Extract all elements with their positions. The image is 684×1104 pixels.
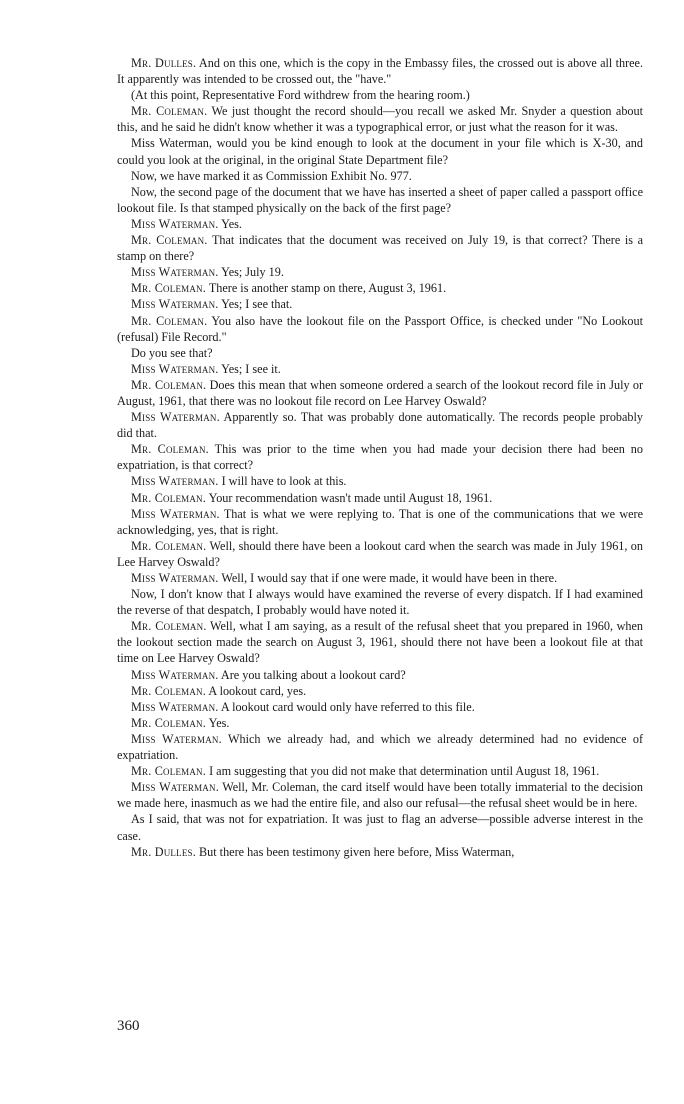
transcript-paragraph <box>117 667 643 683</box>
transcript-paragraph <box>117 87 643 103</box>
transcript-paragraph <box>117 699 643 715</box>
speaker-name: Miss Waterman. <box>131 361 219 376</box>
transcript-paragraph <box>117 490 643 506</box>
speaker-name: Mr. Coleman. <box>131 538 207 553</box>
speaker-name: Mr. Dulles. <box>131 56 197 70</box>
transcript-paragraph <box>117 473 643 489</box>
paragraph-text: As I said, that was not for expatriation. It was just to flag an adverse—possible adverse interest in the case. <box>117 812 643 843</box>
paragraph-text: Do you see that? <box>131 345 213 360</box>
paragraph-text: This was prior to the time when you had made your decision there had been no expatriation, is that correct? <box>117 442 643 473</box>
paragraph-text: And on this one, which is the copy in the Embassy files, the crossed out is above all three. It apparently was intended to be crossed out, the "have." <box>117 56 643 87</box>
transcript-paragraph <box>117 361 643 377</box>
paragraph-text: That indicates that the document was received on July 19, is that correct? There is a stamp on there? <box>117 233 643 264</box>
transcript-paragraph <box>117 586 643 618</box>
paragraph-text: (At this point, Representative Ford withdrew from the hearing room.) <box>131 88 470 103</box>
transcript-paragraph <box>117 135 643 167</box>
paragraph-text: Which we already had, and which we already determined had no evidence of expatriation. <box>117 731 643 763</box>
speaker-name: Mr. Coleman. <box>131 764 207 779</box>
paragraph-text: Now, we have marked it as Commission Exhibit No. 977. <box>131 168 412 183</box>
speaker-name: Mr. Coleman. <box>131 490 207 505</box>
paragraph-text: You also have the lookout file on the Passport Office, is checked under "No Lookout (refusal) File Record." <box>117 313 643 344</box>
speaker-name: Miss Waterman. <box>131 699 219 714</box>
paragraph-text: I am suggesting that you did not make that determination until August 18, 1961. <box>209 764 600 779</box>
transcript-paragraph <box>117 618 643 666</box>
speaker-name: Miss Waterman. <box>131 571 219 585</box>
paragraph-text: Well, I would say that if one were made, it would have been in there. <box>221 571 558 585</box>
paragraph-text: There is another stamp on there, August 3, 1961. <box>208 281 447 296</box>
paragraph-text: Your recommendation wasn't made until August 18, 1961. <box>208 490 493 505</box>
speaker-name: Mr. Coleman. <box>131 442 209 457</box>
paragraph-text: Yes. <box>208 715 230 730</box>
speaker-name: Miss Waterman. <box>131 265 219 280</box>
paragraph-text: Miss Waterman, would you be kind enough to look at the document in your file which is X-30, and could you look at the original, in the original State Department file? <box>117 136 643 167</box>
transcript-paragraph <box>117 103 643 135</box>
speaker-name: Miss Waterman. <box>131 474 219 489</box>
transcript-paragraph <box>117 296 643 312</box>
transcript-paragraph <box>117 570 643 586</box>
speaker-name: Mr. Coleman. <box>131 377 207 392</box>
transcript-paragraph <box>117 715 643 731</box>
paragraph-text: Yes; July 19. <box>221 265 284 280</box>
transcript-paragraph <box>117 441 643 473</box>
paragraph-text: Are you talking about a lookout card? <box>220 667 406 682</box>
speaker-name: Miss Waterman. <box>131 297 219 312</box>
transcript-paragraph <box>117 377 643 409</box>
paragraph-text: Well, what I am saying, as a result of the refusal sheet that you prepared in 1960, when the lookout section made the search on August 3, 1961, should there not have been a lookout file at that time on Lee Harvey Oswald? <box>117 619 644 666</box>
transcript-paragraph <box>117 506 643 538</box>
transcript-paragraph <box>117 409 643 441</box>
paragraph-text: Now, I don't know that I always would have examined the reverse of every dispatch. If I had examined the reverse of that despatch, I probably would have noted it. <box>117 587 643 618</box>
transcript-paragraph <box>117 216 643 232</box>
transcript-paragraph <box>117 313 643 345</box>
transcript-paragraph <box>117 55 643 87</box>
transcript-paragraph <box>117 844 643 860</box>
speaker-name: Mr. Coleman. <box>131 104 208 119</box>
paragraph-text: But there has been testimony given here before, Miss Waterman, <box>199 844 515 859</box>
speaker-name: Miss Waterman. <box>131 731 222 746</box>
paragraph-text: That is what we were replying to. That is one of the communications that we were acknowledging, yes, that is right. <box>117 506 644 537</box>
speaker-name: Mr. Coleman. <box>131 683 207 698</box>
transcript-page <box>117 55 643 860</box>
paragraph-text: Well, should there have been a lookout card when the search was made in July 1961, on Lee Harvey Oswald? <box>117 538 643 569</box>
speaker-name: Miss Waterman. <box>131 506 220 521</box>
paragraph-text: Apparently so. That was probably done automatically. The records people probably did that. <box>117 410 643 441</box>
transcript-paragraph <box>117 811 643 843</box>
paragraph-text: We just thought the record should—you recall we asked Mr. Snyder a question about this, and he said he didn't know whether it was a typographical error, or just what the reason for it was. <box>117 104 643 135</box>
paragraph-text: Well, Mr. Coleman, the card itself would have been totally immaterial to the decision we made here, inasmuch as we had the entire file, and also our refusal—the refusal sheet would be in here. <box>117 780 643 811</box>
speaker-name: Miss Waterman. <box>131 410 220 425</box>
transcript-paragraph <box>117 683 643 699</box>
paragraph-text: Now, the second page of the document that we have has inserted a sheet of paper called a passport office lookout file. Is that stamped physically on the back of the first page? <box>117 184 643 215</box>
paragraph-text: Yes; I see it. <box>221 361 281 376</box>
transcript-paragraph <box>117 184 643 216</box>
transcript-paragraph <box>117 280 643 296</box>
transcript-paragraph <box>117 779 643 811</box>
paragraph-text: A lookout card would only have referred to this file. <box>220 699 475 714</box>
transcript-paragraph <box>117 264 643 280</box>
transcript-paragraph <box>117 731 643 763</box>
speaker-name: Mr. Coleman. <box>131 233 208 248</box>
transcript-paragraph <box>117 232 643 264</box>
speaker-name: Miss Waterman. <box>131 780 219 795</box>
speaker-name: Mr. Coleman. <box>131 281 207 296</box>
speaker-name: Mr. Coleman. <box>131 715 207 730</box>
transcript-paragraph <box>117 538 643 570</box>
transcript-paragraph <box>117 345 643 361</box>
speaker-name: Miss Waterman. <box>131 216 219 231</box>
speaker-name: Miss Waterman. <box>131 667 219 682</box>
paragraph-text: A lookout card, yes. <box>208 683 307 698</box>
paragraph-text: I will have to look at this. <box>221 474 347 489</box>
page-number: 360 <box>117 1018 140 1034</box>
transcript-paragraph <box>117 168 643 184</box>
speaker-name: Mr. Dulles. <box>131 844 196 859</box>
paragraph-text: Yes; I see that. <box>221 297 293 312</box>
speaker-name: Mr. Coleman. <box>131 619 207 634</box>
transcript-paragraph <box>117 763 643 779</box>
speaker-name: Mr. Coleman. <box>131 313 208 328</box>
paragraph-text: Yes. <box>221 216 242 231</box>
paragraph-text: Does this mean that when someone ordered a search of the lookout record file in July or August, 1961, that there was no lookout file record on Lee Harvey Oswald? <box>117 377 644 408</box>
